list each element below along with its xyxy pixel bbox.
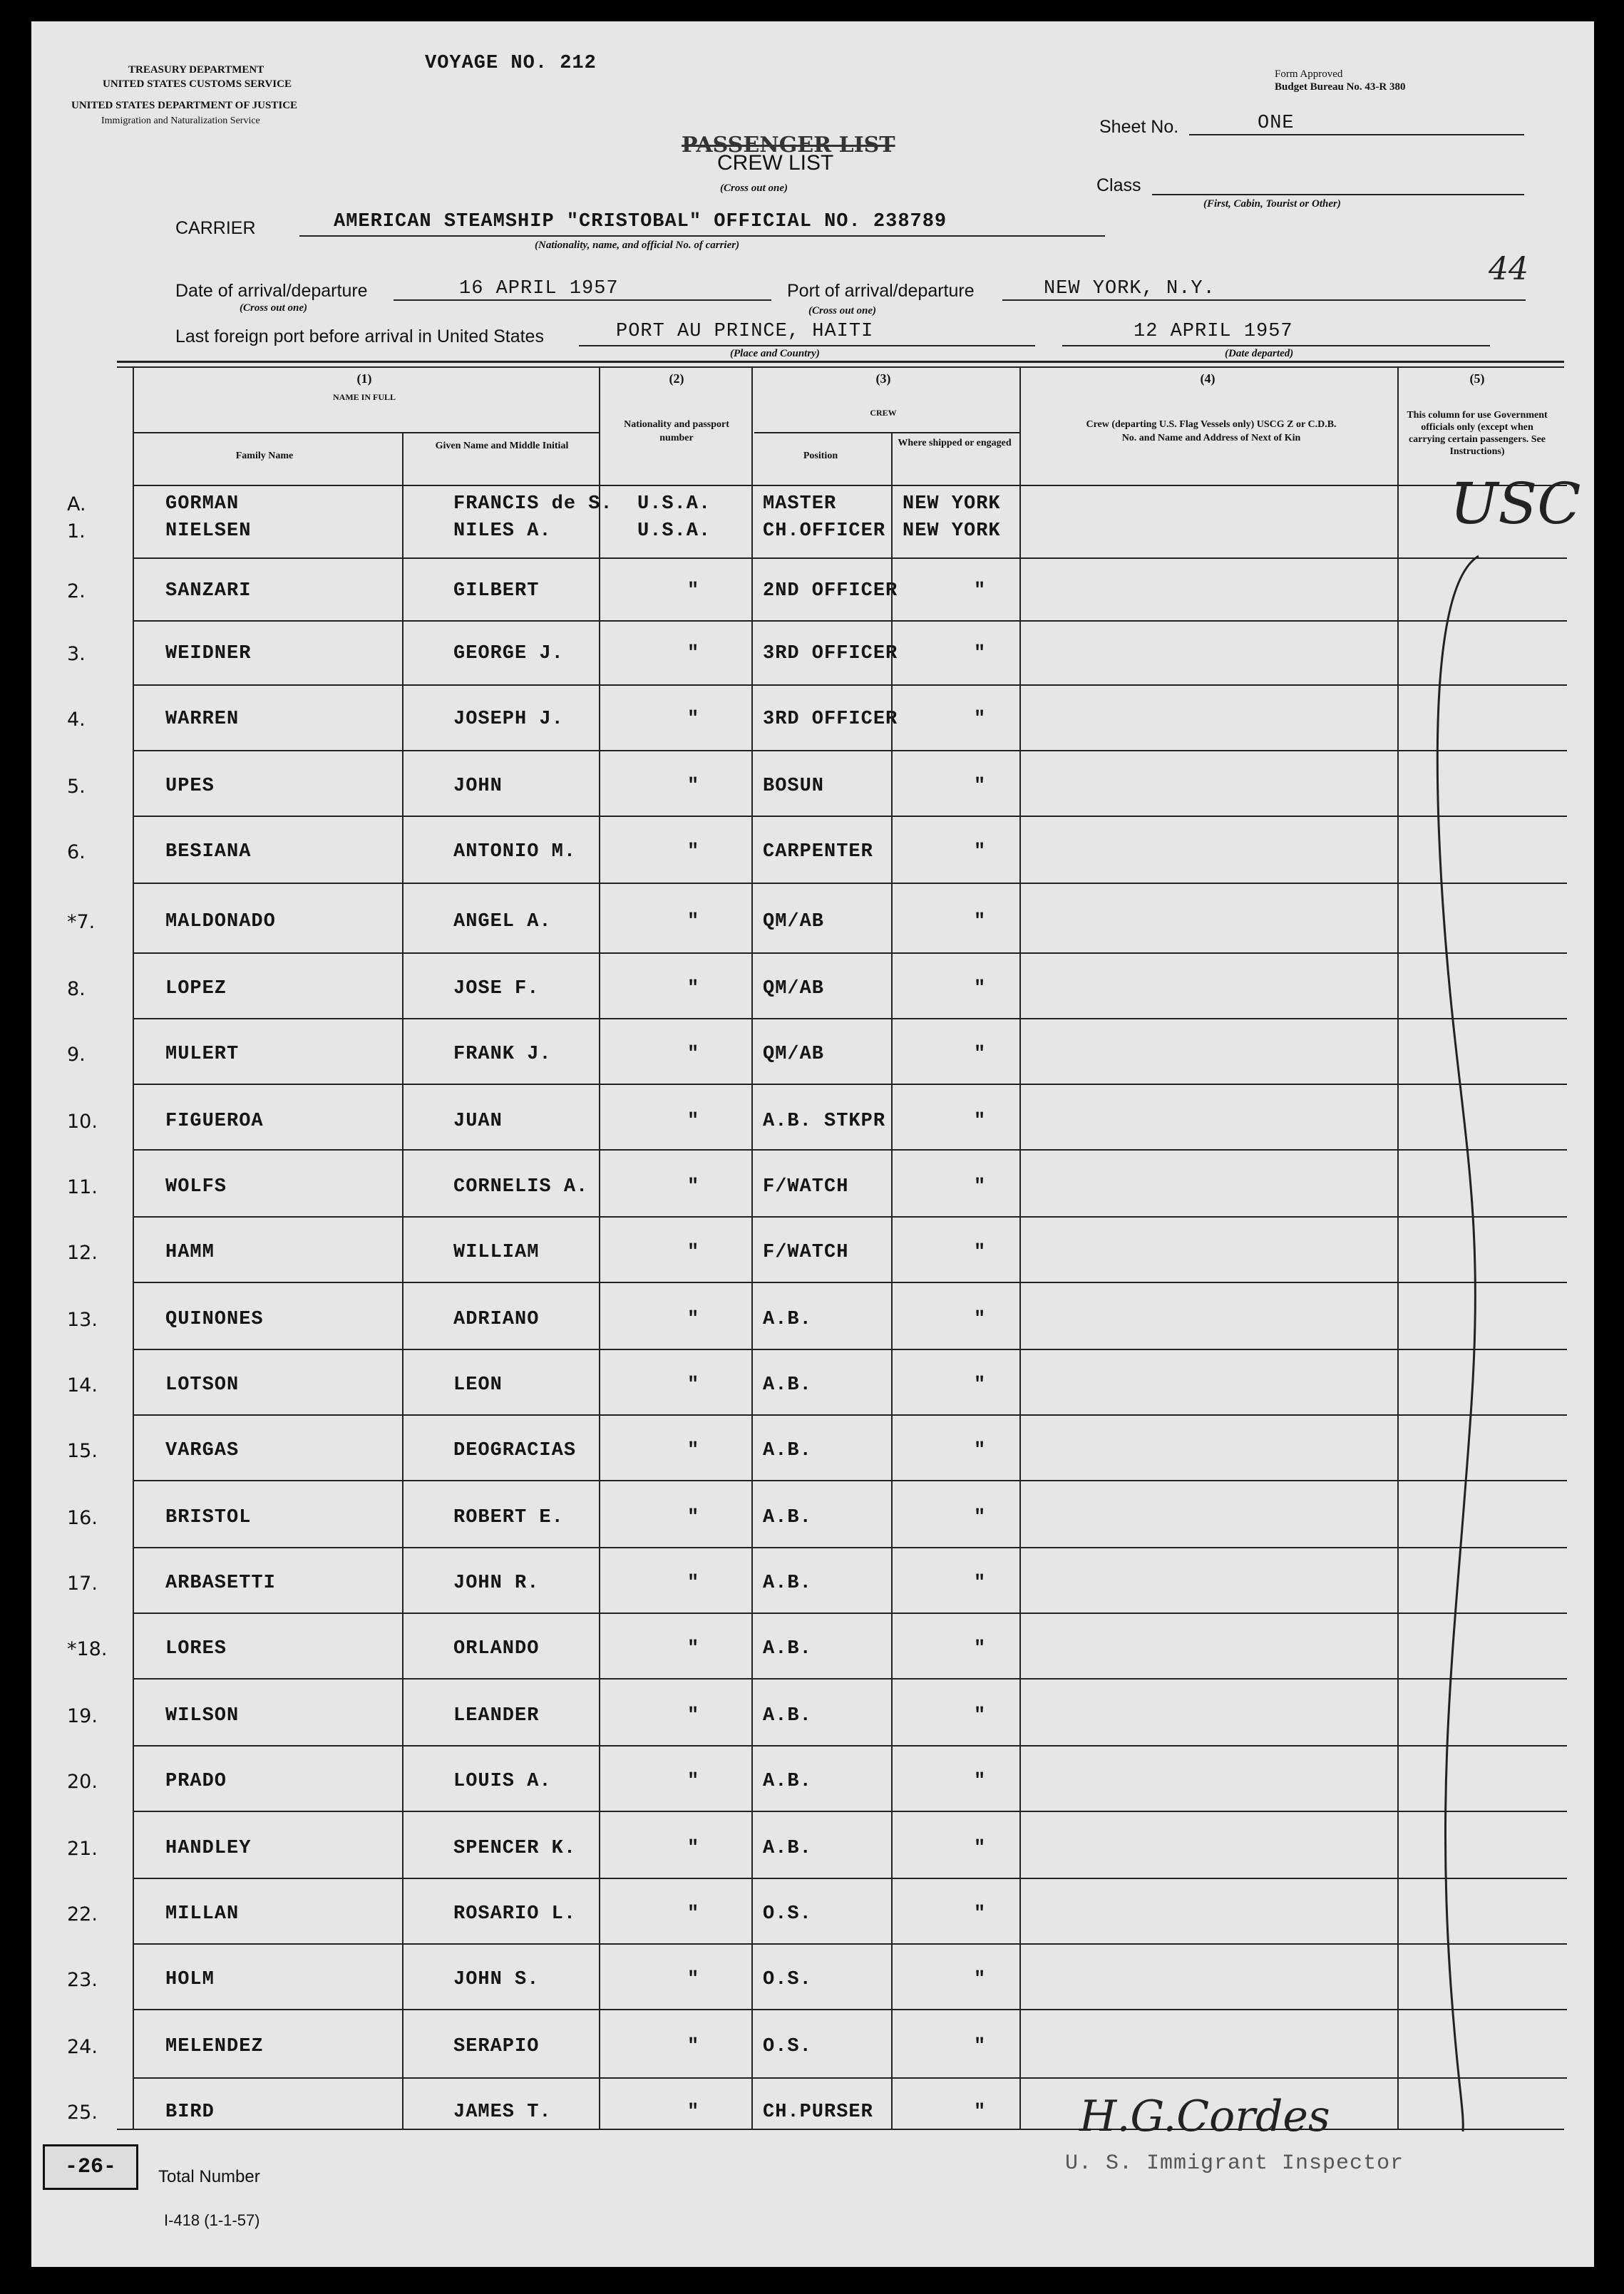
cell-num: 12. [67,1242,98,1264]
row-divider [133,1613,1567,1614]
cell-num: 22. [67,1903,98,1925]
row-divider [133,1018,1567,1019]
col-position-header: Position [803,451,838,461]
cell-family: HAMM [165,1242,215,1263]
row-divider [133,750,1567,751]
row-divider [133,816,1567,817]
cell-family: BIRD [165,2102,215,2123]
row-divider [133,883,1567,884]
row-divider [133,1414,1567,1416]
cell-family: ARBASETTI [165,1573,276,1594]
cell-given: LEANDER [453,1705,540,1727]
form-approved: Form Approved [1275,68,1343,80]
cell-position: A.B. [763,1638,812,1660]
budget-bureau: Budget Bureau No. 43-R 380 [1275,81,1406,93]
cell-nat: " [687,1111,700,1132]
cell-where: " [974,1044,987,1065]
port-label: Port of arrival/departure [787,281,975,301]
cell-family: NIELSEN [165,520,252,542]
row-divider [133,1149,1567,1151]
carrier-value: AMERICAN STEAMSHIP "CRISTOBAL" OFFICIAL NO. 238789 [334,211,947,232]
cell-given: JUAN [453,1111,503,1132]
cell-family: LOTSON [165,1374,240,1396]
departed-value: 12 APRIL 1957 [1134,321,1293,342]
cell-position: O.S. [763,2036,812,2057]
cell-family: MULERT [165,1044,240,1065]
row-divider [133,620,1567,622]
cell-nat: " [687,643,700,664]
row-divider [133,1282,1567,1283]
cell-given: ADRIANO [453,1309,540,1330]
cell-position: BOSUN [763,776,825,797]
title-crew-list: CREW LIST [717,151,834,175]
cell-where: " [974,709,987,730]
total-value: -26- [64,2155,116,2179]
cell-family: GORMAN [165,493,240,515]
cell-where: " [974,1374,987,1396]
cell-position: A.B. [763,1771,812,1792]
cell-where: " [974,1507,987,1528]
cell-nat: " [687,1969,700,1990]
cell-family: BESIANA [165,841,252,863]
cell-given: LEON [453,1374,503,1396]
cell-given: JOHN R. [453,1573,540,1594]
cell-given: LOUIS A. [453,1771,552,1792]
row-divider [133,1811,1567,1812]
cell-num: *18. [67,1638,108,1660]
cell-nat: " [687,978,700,999]
row-divider [133,2077,1567,2079]
cell-nat: " [687,1573,700,1594]
cell-where: " [974,2036,987,2057]
total-label: Total Number [158,2167,260,2186]
cell-given: WILLIAM [453,1242,540,1263]
col4-title: Crew (departing U.S. Flag Vessels only) USCG Z or C.D.B. No. and Name and Address of Next of Kin [1086,419,1337,443]
cell-where: " [974,1638,987,1660]
cell-nat: " [687,911,700,932]
cell-position: CH.PURSER [763,2102,873,2123]
cell-num: 6. [67,841,86,863]
cell-position: F/WATCH [763,1176,849,1198]
cell-where: " [974,1705,987,1727]
cell-given: ANTONIO M. [453,841,577,863]
cell-num: 19. [67,1705,98,1727]
cell-num: 16. [67,1507,98,1529]
cell-given: JOHN [453,776,503,797]
cell-position: 3RD OFFICER [763,709,898,730]
port-value: NEW YORK, N.Y. [1044,278,1216,299]
cell-position: CH.OFFICER [763,520,886,542]
cell-position: MASTER [763,493,837,515]
cell-given: SERAPIO [453,2036,540,2057]
cell-where: " [974,1771,987,1792]
cell-family: QUINONES [165,1309,264,1330]
cell-where: " [974,580,987,602]
date-value: 16 APRIL 1957 [459,278,619,299]
cell-position: 3RD OFFICER [763,643,898,664]
cell-family: VARGAS [165,1440,240,1461]
cell-nat: " [687,1838,700,1859]
cell-nat: " [687,709,700,730]
date-label: Date of arrival/departure [175,281,368,301]
cell-where: " [974,978,987,999]
cell-given: ANGEL A. [453,911,552,932]
cell-given: GEORGE J. [453,643,564,664]
cell-family: WOLFS [165,1176,227,1198]
cell-where: " [974,1969,987,1990]
cell-nat: " [687,2036,700,2057]
cell-family: MELENDEZ [165,2036,264,2057]
cell-nat: " [687,1507,700,1528]
row-divider [133,1084,1567,1085]
col3-number: (3) [875,371,891,386]
cell-position: F/WATCH [763,1242,849,1263]
cell-num: 11. [67,1176,98,1198]
row-divider [133,557,1567,559]
cell-where: " [974,776,987,797]
row-divider [133,684,1567,686]
row-divider [133,1480,1567,1481]
cell-given: JAMES T. [453,2102,552,2123]
cell-where: NEW YORK [903,520,1001,542]
cell-num: 3. [67,643,86,665]
inspector-signature: H.G.Cordes [1079,2092,1330,2141]
cell-position: A.B. [763,1705,812,1727]
form-number: I-418 (1-1-57) [164,2211,260,2229]
col2-number: (2) [669,371,684,386]
cell-position: 2ND OFFICER [763,580,898,602]
cell-nat: " [687,1638,700,1660]
cell-given: FRANK J. [453,1044,552,1065]
row-divider [133,1678,1567,1680]
lastport-value: PORT AU PRINCE, HAITI [616,321,874,342]
cell-position: A.B. [763,1309,812,1330]
col5-number: (5) [1469,371,1485,386]
cell-where: " [974,1440,987,1461]
cell-where: " [974,1838,987,1859]
cell-where: NEW YORK [903,493,1001,515]
cell-family: LOPEZ [165,978,227,999]
cell-given: ORLANDO [453,1638,540,1660]
cell-given: DEOGRACIAS [453,1440,577,1461]
agency-justice: UNITED STATES DEPARTMENT OF JUSTICE [71,100,298,111]
cell-position: A.B. [763,1838,812,1859]
cell-num: 25. [67,2102,98,2124]
inspector-label: U. S. Immigrant Inspector [1065,2151,1404,2176]
cell-nat: " [687,1903,700,1925]
cell-num: 23. [67,1969,98,1991]
page-mark: 44 [1489,251,1528,287]
row-divider [133,1216,1567,1218]
cell-position: QM/AB [763,978,825,999]
cell-num: *7. [67,911,96,933]
cell-family: HANDLEY [165,1838,252,1859]
col5-title: This column for use Government officials only (except when carrying certain passengers. See Instructions) [1407,410,1548,457]
cell-where: " [974,643,987,664]
row-divider [133,1349,1567,1350]
col4-number: (4) [1200,371,1216,386]
class-hint: (First, Cabin, Tourist or Other) [1203,198,1341,210]
col-family-header: Family Name [235,451,294,461]
cell-where: " [974,911,987,932]
col1-number: (1) [356,371,372,386]
cell-given: NILES A. [453,520,552,542]
cell-num: 1. [67,520,86,542]
class-label: Class [1096,175,1141,195]
cell-given: SPENCER K. [453,1838,577,1859]
cell-nat: " [687,1309,700,1330]
date-hint: (Cross out one) [240,302,308,314]
cell-family: MILLAN [165,1903,240,1925]
agency-customs: UNITED STATES CUSTOMS SERVICE [103,78,292,90]
cell-family: UPES [165,776,215,797]
cell-given: FRANCIS de S. [453,493,613,515]
cell-nat: " [687,1044,700,1065]
cell-family: SANZARI [165,580,252,602]
cell-nat: " [687,776,700,797]
cell-where: " [974,1242,987,1263]
cell-nat: " [687,1440,700,1461]
cell-position: QM/AB [763,1044,825,1065]
cell-num: 9. [67,1044,86,1066]
cell-position: A.B. [763,1507,812,1528]
voyage-number: VOYAGE NO. 212 [425,53,597,74]
cell-given: JOSEPH J. [453,709,564,730]
row-divider [133,1943,1567,1945]
cell-family: MALDONADO [165,911,276,932]
cell-given: ROBERT E. [453,1507,564,1528]
total-box [43,2144,138,2190]
cell-given: CORNELIS A. [453,1176,589,1198]
cell-nat: " [687,1771,700,1792]
cell-where: " [974,1903,987,1925]
col3-title: CREW [870,408,897,418]
cell-position: O.S. [763,1903,812,1925]
port-hint: (Cross out one) [808,305,877,317]
cell-position: QM/AB [763,911,825,932]
cell-where: " [974,1111,987,1132]
cell-given: ROSARIO L. [453,1903,577,1925]
cell-num: 2. [67,580,86,602]
bracket-line [1429,549,1500,2146]
cell-nat: " [687,1705,700,1727]
cell-where: " [974,841,987,863]
cell-where: " [974,1573,987,1594]
lastport-hint: (Place and Country) [730,348,820,359]
cell-num: 5. [67,776,86,798]
cell-position: CARPENTER [763,841,873,863]
cell-position: A.B. [763,1440,812,1461]
cell-nat: " [687,580,700,602]
col-where-header: Where shipped or engaged [898,438,1012,448]
col1-title: NAME IN FULL [332,392,396,402]
cell-family: FIGUEROA [165,1111,264,1132]
cell-num: 20. [67,1771,98,1793]
usc-mark: USC [1450,470,1581,537]
cell-nat: " [687,1374,700,1396]
cell-nat: U.S.A. [637,493,711,515]
title-passenger-list-crossed: PASSENGER LIST [682,133,895,158]
cell-position: O.S. [763,1969,812,1990]
carrier-label: CARRIER [175,218,256,238]
cell-nat: " [687,841,700,863]
cell-nat: U.S.A. [637,520,711,542]
cell-num: 4. [67,709,86,731]
cell-where: " [974,1309,987,1330]
sheet-value: ONE [1258,113,1295,134]
lastport-label: Last foreign port before arrival in United States [175,326,544,346]
cell-where: " [974,2102,987,2123]
col2-title: Nationality and passport number [624,419,729,443]
cell-where: " [974,1176,987,1198]
cell-given: JOHN S. [453,1969,540,1990]
cell-num: 8. [67,978,86,1000]
cell-family: WARREN [165,709,240,730]
row-divider [133,1878,1567,1879]
row-divider [133,1745,1567,1747]
cell-num: 10. [67,1111,98,1133]
carrier-hint: (Nationality, name, and official No. of carrier) [535,240,740,251]
row-divider [133,1547,1567,1548]
cell-family: LORES [165,1638,227,1660]
cell-nat: " [687,1242,700,1263]
cell-given: GILBERT [453,580,540,602]
cell-num: A. [67,493,86,515]
cell-num: 17. [67,1573,98,1595]
cell-num: 24. [67,2036,98,2058]
cell-position: A.B. STKPR [763,1111,886,1132]
row-divider [133,2009,1567,2010]
cell-num: 13. [67,1309,98,1331]
sheet-label: Sheet No. [1099,117,1179,137]
cell-nat: " [687,2102,700,2123]
cell-family: WEIDNER [165,643,252,664]
agency-treasury: TREASURY DEPARTMENT [128,64,264,76]
crew-list-document [31,21,1594,2267]
cell-family: WILSON [165,1705,240,1727]
cell-position: A.B. [763,1573,812,1594]
row-divider [133,952,1567,954]
cell-num: 21. [67,1838,98,1860]
col-given-header: Given Name and Middle Initial [435,441,569,451]
cell-family: BRISTOL [165,1507,252,1528]
cell-position: A.B. [763,1374,812,1396]
cell-given: JOSE F. [453,978,540,999]
cross-out-note: (Cross out one) [720,182,788,194]
departed-hint: (Date departed) [1225,348,1294,359]
cell-num: 15. [67,1440,98,1462]
agency-ins: Immigration and Naturalization Service [101,115,260,126]
cell-family: HOLM [165,1969,215,1990]
cell-nat: " [687,1176,700,1198]
cell-family: PRADO [165,1771,227,1792]
cell-num: 14. [67,1374,98,1397]
